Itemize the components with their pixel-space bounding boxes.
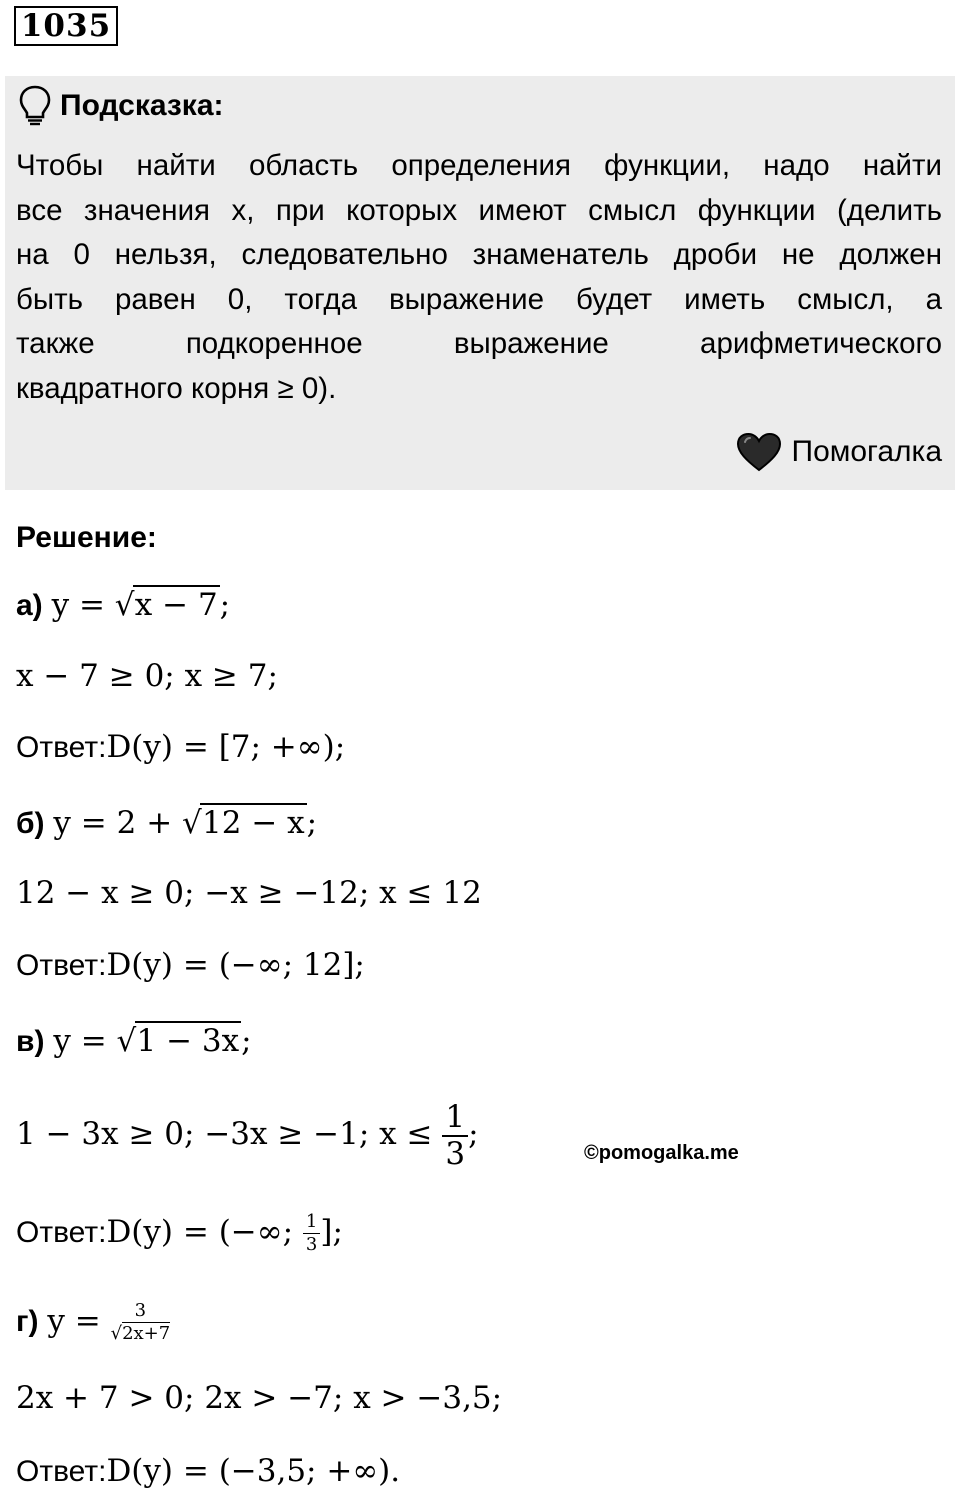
radicand: 1 − 3x [136,1023,240,1059]
math-text: y = 2 + [53,805,183,841]
sqrt-expression: √ 12 − x [182,805,305,841]
brand-link[interactable] [736,432,943,472]
radicand: 12 − x [202,805,305,841]
answer-label: Ответ: [16,949,107,982]
math-text: y = [53,1023,117,1059]
hint-line: на 0 нельзя, следовательно знаменатель дроби не должен [16,238,942,272]
fraction [303,1213,320,1254]
part-label: б) [16,807,45,840]
math-text: y = [51,587,115,623]
radicand: 2x+7 [122,1323,171,1345]
hint-title: Подсказка: [60,89,224,122]
math-text: 1 − 3x ≥ 0; −3x ≥ −1; x ≤ [16,1116,443,1152]
answer-label: Ответ: [16,731,107,764]
denominator: 3 [445,1135,466,1172]
part-b-answer [16,942,365,988]
part-c-answer [16,1206,343,1258]
math-text: ; [468,1116,479,1152]
answer-value: D(y) = (−3,5; +∞). [106,1453,401,1489]
part-a-equation [16,582,230,628]
hint-text [16,144,942,412]
sqrt-expression: √ 1 − 3x [116,1023,240,1059]
answer-label: Ответ: [16,1216,107,1249]
part-d-step: 2x + 7 > 0; 2x > −7; x > −3,5; [16,1380,503,1416]
sqrt-expression: √ x − 7 [114,587,218,623]
hint-line: все значения x, при которых имеют смысл функции (делить [16,193,942,227]
brand-label: Помогалка [791,435,942,468]
hint-line: быть равен 0, тогда выражение будет иметь смысл, а [16,282,942,316]
denominator: 3 [305,1234,318,1256]
denominator: √2x+7 [110,1323,171,1345]
math-text: ]; [320,1214,343,1250]
part-b-step: 12 − x ≥ 0; −x ≥ −12; x ≤ 12 [16,875,482,911]
math-text: y = [47,1303,111,1339]
math-text: ; [306,805,318,841]
answer-value: D(y) = (−∞; 12]; [106,947,365,983]
part-label: в) [16,1025,45,1058]
answer-value: D(y) = [7; +∞); [106,729,346,765]
solution-title: Решение: [16,521,157,554]
part-c-equation [16,1018,252,1064]
heart-icon [736,432,782,472]
numerator: 1 [442,1102,468,1137]
part-c-step [16,1088,479,1179]
hint-line: квадратного корня ≥ 0). [16,371,337,405]
fraction [111,1302,171,1343]
math-text: ; [219,587,231,623]
hint-line: также подкоренное выражение арифметического [16,327,942,361]
answer-label: Ответ: [16,1455,107,1488]
part-d-answer [16,1448,400,1494]
hint-line: Чтобы найти область определения функции, надо найти [16,149,942,182]
watermark: ©pomogalka.me [584,1142,739,1164]
part-label: г) [16,1305,39,1338]
part-label: а) [16,589,43,622]
part-a-answer [16,724,345,770]
numerator: 3 [132,1302,149,1323]
part-b-equation [16,800,317,846]
radicand: x − 7 [134,587,218,623]
fraction [442,1098,468,1172]
part-a-step: x − 7 ≥ 0; x ≥ 7; [16,658,278,694]
part-d-equation [16,1290,170,1352]
numerator: 1 [303,1213,320,1234]
math-text: ; [241,1023,252,1059]
answer-value: D(y) = (−∞; [106,1214,303,1250]
lightbulb-icon [18,84,52,126]
task-number: 1035 [14,6,118,46]
